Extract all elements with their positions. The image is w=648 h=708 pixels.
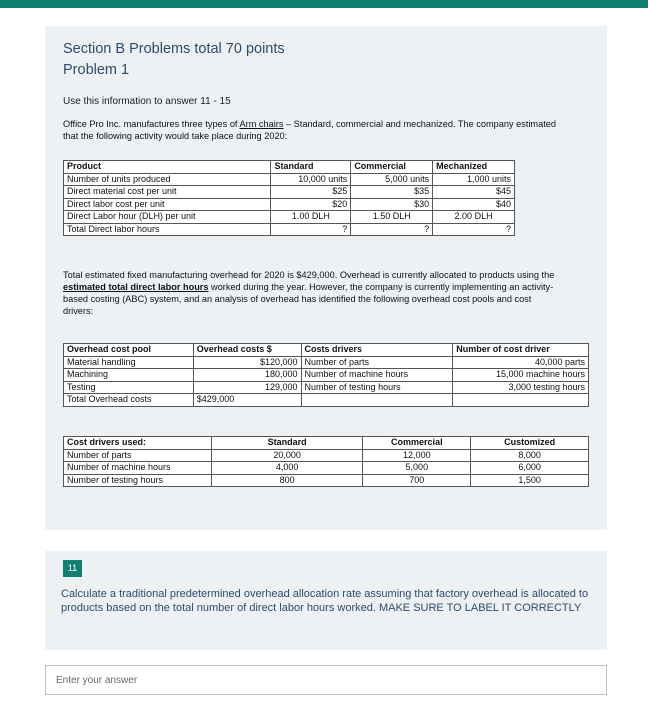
cell-commercial: ? <box>351 223 433 236</box>
cell-standard: 4,000 <box>211 462 363 475</box>
header-customized: Customized <box>471 437 589 450</box>
paragraph2-part2: worked during the year. However, the company is currently implementing an activity-based costing (ABC) system, and an analysis of overhead has identified the following overhead cost pools and cost drivers: <box>63 282 554 316</box>
overhead-table <box>63 343 589 407</box>
cell-standard: $20 <box>271 198 351 211</box>
table-row <box>64 369 589 382</box>
cell-commercial: 1.50 DLH <box>351 211 433 224</box>
header-cost-drivers-used: Cost drivers used: <box>64 437 212 450</box>
table-row <box>64 381 589 394</box>
cell-commercial: $30 <box>351 198 433 211</box>
row-label: Number of machine hours <box>64 462 212 475</box>
cell-commercial: 5,000 units <box>351 173 433 186</box>
cell-driver-count <box>453 394 589 407</box>
cell-mechanized: ? <box>433 223 515 236</box>
table-row <box>64 394 589 407</box>
cell-driver-count: 3,000 testing hours <box>453 381 589 394</box>
cost-drivers-table <box>63 436 589 487</box>
section-title-line1: Section B Problems total 70 points <box>63 41 285 57</box>
row-label: Direct Labor hour (DLH) per unit <box>64 211 271 224</box>
table-row <box>64 474 589 487</box>
section-title-line2: Problem 1 <box>63 62 130 78</box>
row-label: Testing <box>64 381 194 394</box>
cell-standard: 10,000 units <box>271 173 351 186</box>
header-cost-drivers: Costs drivers <box>301 344 453 357</box>
table-row <box>64 223 515 236</box>
header-overhead-costs: Overhead costs $ <box>193 344 301 357</box>
header-commercial: Commercial <box>351 161 433 174</box>
cell-commercial: $35 <box>351 186 433 199</box>
instruction-text: Use this information to answer 11 - 15 <box>63 96 231 107</box>
cell-overhead-cost: 129,000 <box>193 381 301 394</box>
overhead-table-header <box>64 344 589 357</box>
cell-driver-count: 40,000 parts <box>453 356 589 369</box>
header-cost-pool: Overhead cost pool <box>64 344 194 357</box>
cell-driver-count: 15,000 machine hours <box>453 369 589 382</box>
row-label: Total Direct labor hours <box>64 223 271 236</box>
cell-driver <box>301 394 453 407</box>
cell-overhead-cost: 180,000 <box>193 369 301 382</box>
cell-standard: 1.00 DLH <box>271 211 351 224</box>
answer-input[interactable] <box>54 666 598 694</box>
cell-driver: Number of parts <box>301 356 453 369</box>
intro-part1: Office Pro Inc. manufactures three types of <box>63 119 240 129</box>
cell-mechanized: $45 <box>433 186 515 199</box>
row-label: Material handling <box>64 356 194 369</box>
table-row <box>64 356 589 369</box>
cell-commercial: 12,000 <box>363 449 471 462</box>
cell-standard: ? <box>271 223 351 236</box>
cell-mechanized: $40 <box>433 198 515 211</box>
cost-drivers-table-header <box>64 437 589 450</box>
intro-part2: – Standard, commercial and mechanized. The company estimated that the following activity would take place during 2020: <box>63 119 556 141</box>
answer-box <box>45 665 607 695</box>
section-title <box>63 39 285 81</box>
row-label: Total Overhead costs <box>64 394 194 407</box>
cell-standard: 800 <box>211 474 363 487</box>
header-standard: Standard <box>271 161 351 174</box>
question-panel <box>45 551 607 650</box>
row-label: Machining <box>64 369 194 382</box>
question-text: Calculate a traditional predetermined overhead allocation rate assuming that factory overhead is allocated to products based on the total number of direct labor hours worked. MAKE SURE TO LABEL IT CORRECTLY <box>61 588 589 614</box>
row-label: Number of testing hours <box>64 474 212 487</box>
table-row <box>64 462 589 475</box>
product-table-header <box>64 161 515 174</box>
cell-customized: 1,500 <box>471 474 589 487</box>
header-product: Product <box>64 161 271 174</box>
row-label: Direct material cost per unit <box>64 186 271 199</box>
intro-paragraph <box>63 118 563 142</box>
question-number-badge: 11 <box>63 560 82 577</box>
row-label: Number of units produced <box>64 173 271 186</box>
arm-chairs-link: Arm chairs <box>239 119 284 129</box>
table-row <box>64 449 589 462</box>
cell-mechanized: 1,000 units <box>433 173 515 186</box>
cell-mechanized: 2.00 DLH <box>433 211 515 224</box>
cell-standard: 20,000 <box>211 449 363 462</box>
cell-driver: Number of machine hours <box>301 369 453 382</box>
paragraph2-emphasis: estimated total direct labor hours <box>63 282 209 292</box>
top-accent-bar <box>0 0 648 8</box>
cell-commercial: 5,000 <box>363 462 471 475</box>
cell-standard: $25 <box>271 186 351 199</box>
cell-overhead-cost: $120,000 <box>193 356 301 369</box>
header-mechanized: Mechanized <box>433 161 515 174</box>
table-row <box>64 186 515 199</box>
header-standard: Standard <box>211 437 363 450</box>
product-table <box>63 160 515 236</box>
row-label: Number of parts <box>64 449 212 462</box>
cell-commercial: 700 <box>363 474 471 487</box>
cell-driver: Number of testing hours <box>301 381 453 394</box>
row-label: Direct labor cost per unit <box>64 198 271 211</box>
header-commercial: Commercial <box>363 437 471 450</box>
table-row <box>64 211 515 224</box>
header-number-of-driver: Number of cost driver <box>453 344 589 357</box>
cell-customized: 6,000 <box>471 462 589 475</box>
table-row <box>64 173 515 186</box>
paragraph2-part1: Total estimated fixed manufacturing overhead for 2020 is $429,000. Overhead is currently allocated to products using the <box>63 270 555 280</box>
table-row <box>64 198 515 211</box>
cell-overhead-cost: $429,000 <box>193 394 301 407</box>
cell-customized: 8,000 <box>471 449 589 462</box>
section-panel <box>45 26 607 530</box>
overhead-paragraph <box>63 269 563 317</box>
